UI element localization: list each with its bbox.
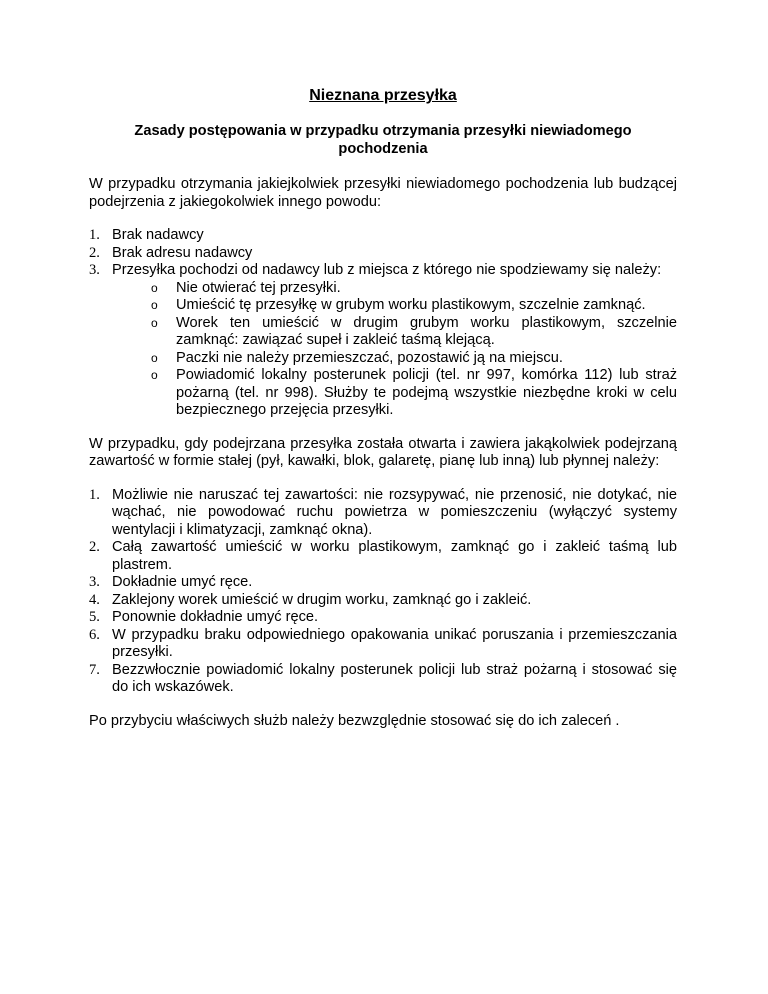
list-number: 1. bbox=[89, 486, 100, 503]
list-item-text: Zaklejony worek umieścić w drugim worku, zamknąć go i zakleić. bbox=[112, 591, 532, 608]
list-item bbox=[89, 592, 677, 610]
document-page bbox=[89, 86, 677, 746]
list-number: 5. bbox=[89, 609, 100, 625]
list-item bbox=[89, 539, 677, 574]
second-paragraph: W przypadku, gdy podejrzana przesyłka została otwarta i zawiera jakąkolwiek podejrzaną zawartość w formie stałej (pył, kawałki, blok, galaretę, pianę lub inną) lub płynnej należy: bbox=[89, 435, 677, 469]
list-item bbox=[89, 574, 677, 592]
list-item bbox=[89, 487, 677, 540]
list-item bbox=[89, 227, 677, 245]
list-item-text: Bezzwłocznie powiadomić lokalny posterunek policji lub straż pożarną i stosować się do ich wskazówek. bbox=[112, 661, 677, 695]
list-item-text: Brak nadawcy bbox=[112, 227, 204, 243]
sublist-item bbox=[151, 297, 677, 315]
list-number: 2. bbox=[89, 244, 100, 261]
first-numbered-list bbox=[89, 227, 677, 420]
bullet-icon: o bbox=[151, 315, 158, 330]
list-number: 3. bbox=[89, 574, 100, 590]
intro-paragraph: W przypadku otrzymania jakiejkolwiek przesyłki niewiadomego pochodzenia lub budzącej podejrzenia z jakiegokolwiek innego powodu: bbox=[89, 176, 677, 210]
list-number: 2. bbox=[89, 539, 100, 555]
list-item-text: Dokładnie umyć ręce. bbox=[112, 574, 253, 590]
sublist-item bbox=[151, 350, 677, 368]
list-item-text: Brak adresu nadawcy bbox=[112, 244, 253, 261]
bullet-icon: o bbox=[151, 298, 158, 312]
list-number: 1. bbox=[89, 227, 100, 243]
list-item-text: Możliwie nie naruszać tej zawartości: nie rozsypywać, nie przenosić, nie dotykać, nie wąchać, nie powodować ruchu powietrza w pomieszczeniu (wyłączyć systemy wentylacji i klimatyzacji, zamknąć okna). bbox=[112, 486, 677, 538]
closing-paragraph: Po przybyciu właściwych służb należy bezwzględnie stosować się do ich zaleceń . bbox=[89, 712, 620, 729]
list-item bbox=[89, 662, 677, 697]
sublist-item bbox=[151, 280, 677, 298]
list-number: 4. bbox=[89, 591, 100, 608]
bullet-icon: o bbox=[151, 280, 158, 295]
list-item-text: Całą zawartość umieścić w worku plastikowym, zamknąć go i zakleić taśmą lub plastrem. bbox=[112, 539, 677, 573]
sublist-item-text: Umieścić tę przesyłkę w grubym worku plastikowym, szczelnie zamknąć. bbox=[176, 297, 646, 313]
second-numbered-list bbox=[89, 487, 677, 697]
document-title: Nieznana przesyłka bbox=[309, 87, 457, 104]
list-number: 6. bbox=[89, 626, 100, 643]
list-number: 7. bbox=[89, 661, 100, 678]
sublist-item bbox=[151, 315, 677, 350]
list-item bbox=[89, 262, 677, 420]
list-item bbox=[89, 245, 677, 263]
list-item-text: Przesyłka pochodzi od nadawcy lub z miejsca z którego nie spodziewamy się należy: bbox=[112, 262, 662, 278]
sublist-item-text: Worek ten umieścić w drugim grubym worku plastikowym, szczelnie zamknąć: zawiązać supeł i zakleić taśmą klejącą. bbox=[176, 314, 677, 348]
sublist-item-text: Powiadomić lokalny posterunek policji (tel. nr 997, komórka 112) lub straż pożarną (tel. nr 998). Służby te podejmą wszystkie niezbędne kroki w celu bezpiecznego przejęcia przesyłki. bbox=[176, 367, 677, 418]
list-item bbox=[89, 627, 677, 662]
sublist-item-text: Nie otwierać tej przesyłki. bbox=[176, 279, 341, 296]
document-subtitle: Zasady postępowania w przypadku otrzymania przesyłki niewiadomego pochodzenia bbox=[134, 123, 632, 157]
sublist-item-text: Paczki nie należy przemieszczać, pozostawić ją na miejscu. bbox=[176, 349, 563, 366]
sublist-item bbox=[151, 367, 677, 420]
list-item-text: W przypadku braku odpowiedniego opakowania unikać poruszania i przemieszczania przesyłki. bbox=[112, 626, 677, 660]
bullet-icon: o bbox=[151, 368, 158, 382]
bullet-icon: o bbox=[151, 350, 158, 365]
instructions-sublist bbox=[151, 280, 677, 420]
list-item-text: Ponownie dokładnie umyć ręce. bbox=[112, 609, 319, 625]
list-item bbox=[89, 609, 677, 627]
list-number: 3. bbox=[89, 262, 100, 278]
